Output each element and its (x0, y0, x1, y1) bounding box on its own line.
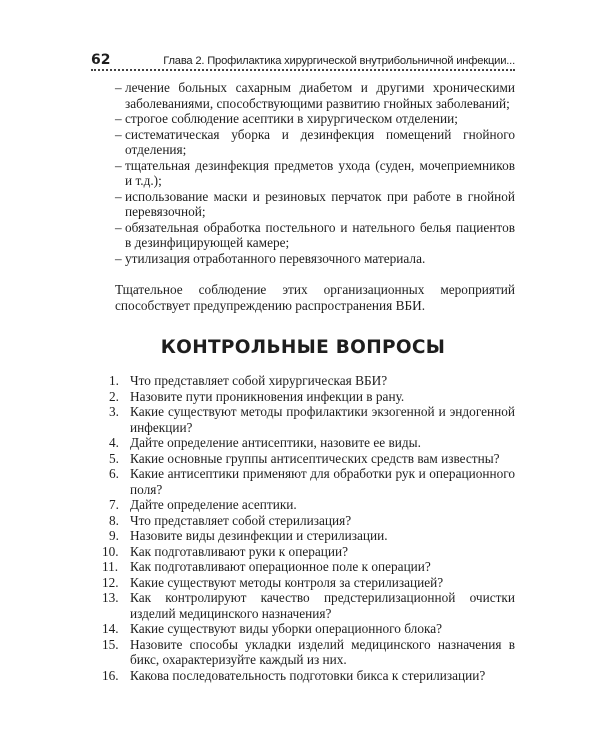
question-item (91, 559, 515, 575)
question-text: Дайте определение антисептики, назовите ее виды. (130, 435, 421, 450)
question-number: 9. (109, 528, 119, 543)
questions-list (91, 373, 515, 683)
question-text: Назовите способы укладки изделий медицинского назначения в бикс, охарактеризуйте каждый из них. (130, 636, 515, 667)
question-number: 14. (102, 621, 119, 636)
question-number: 3. (109, 404, 119, 419)
question-text: Какие существуют методы профилактики экзогенной и эндогенной инфекции? (130, 404, 515, 435)
question-text: Дайте определение асептики. (130, 497, 297, 512)
question-number: 5. (109, 450, 119, 466)
section-title: КОНТРОЛЬНЫЕ ВОПРОСЫ (160, 337, 446, 358)
question-text: Какие существуют методы контроля за стерилизацией? (130, 574, 444, 590)
page-number: 62 (91, 52, 111, 68)
question-item (91, 451, 515, 467)
question-item (91, 621, 515, 637)
question-item (91, 466, 515, 497)
question-item (91, 528, 515, 544)
question-number: 1. (109, 373, 119, 388)
question-text: Какие основные группы антисептических средств вам известны? (130, 450, 500, 466)
question-number: 7. (109, 497, 119, 512)
question-item (91, 544, 515, 560)
list-item: – обязательная обработка постельного и нательного белья пациентов в дезинфицирующей камере; (115, 220, 515, 251)
question-number: 13. (102, 590, 119, 605)
question-number: 15. (102, 636, 119, 652)
question-number: 4. (109, 435, 119, 450)
question-number: 8. (109, 512, 119, 528)
question-text: Назовите виды дезинфекции и стерилизации. (130, 528, 388, 543)
running-header (91, 51, 515, 71)
question-text: Какова последовательность подготовки бикса к стерилизации? (130, 667, 486, 683)
question-number: 16. (102, 667, 119, 683)
list-item: – строгое соблюдение асептики в хирургическом отделении; (115, 111, 515, 127)
list-item: – систематическая уборка и дезинфекция помещений гнойного отделения; (115, 127, 515, 158)
question-text: Что представляет собой хирургическая ВБИ? (130, 373, 388, 388)
list-item: – утилизация отработанного перевязочного материала. (115, 251, 515, 267)
question-text: Назовите пути проникновения инфекции в рану. (130, 388, 405, 404)
list-item: – использование маски и резиновых перчаток при работе в гнойной перевязочной; (115, 189, 515, 220)
question-text: Как подготавливают операционное поле к операции? (130, 559, 431, 574)
question-item (91, 513, 515, 529)
question-number: 10. (102, 543, 119, 559)
question-item (91, 435, 515, 451)
list-item: – лечение больных сахарным диабетом и другими хроническими заболеваниями, способствующими развитию гнойных заболеваний; (115, 80, 515, 111)
question-text: Как контролируют качество предстерилизационной очистки изделий медицинского назначения? (130, 590, 515, 621)
question-text: Какие существуют виды уборки операционного блока? (130, 621, 443, 636)
question-text: Что представляет собой стерилизация? (130, 512, 352, 528)
question-item (91, 497, 515, 513)
question-item (91, 668, 515, 684)
running-title: Глава 2. Профилактика хирургической внутрибольничной инфекции... (163, 55, 515, 67)
question-text: Как подготавливают руки к операции? (130, 543, 349, 559)
summary-paragraph: Тщательное соблюдение этих организационных мероприятий способствует предупреждению распространения ВБИ. (115, 282, 515, 313)
question-number: 2. (109, 388, 119, 404)
question-item (91, 637, 515, 668)
list-item: – тщательная дезинфекция предметов ухода (суден, мочеприемников и т.д.); (115, 158, 515, 189)
question-item (91, 575, 515, 591)
header-dotted-rule (91, 69, 515, 71)
question-number: 11. (102, 559, 119, 574)
question-number: 12. (102, 574, 119, 590)
question-item (91, 590, 515, 621)
question-item (91, 373, 515, 389)
measures-list (115, 80, 515, 266)
question-text: Какие антисептики применяют для обработки рук и операционного поля? (130, 466, 515, 497)
question-number: 6. (109, 466, 119, 481)
question-item (91, 404, 515, 435)
question-item (91, 389, 515, 405)
